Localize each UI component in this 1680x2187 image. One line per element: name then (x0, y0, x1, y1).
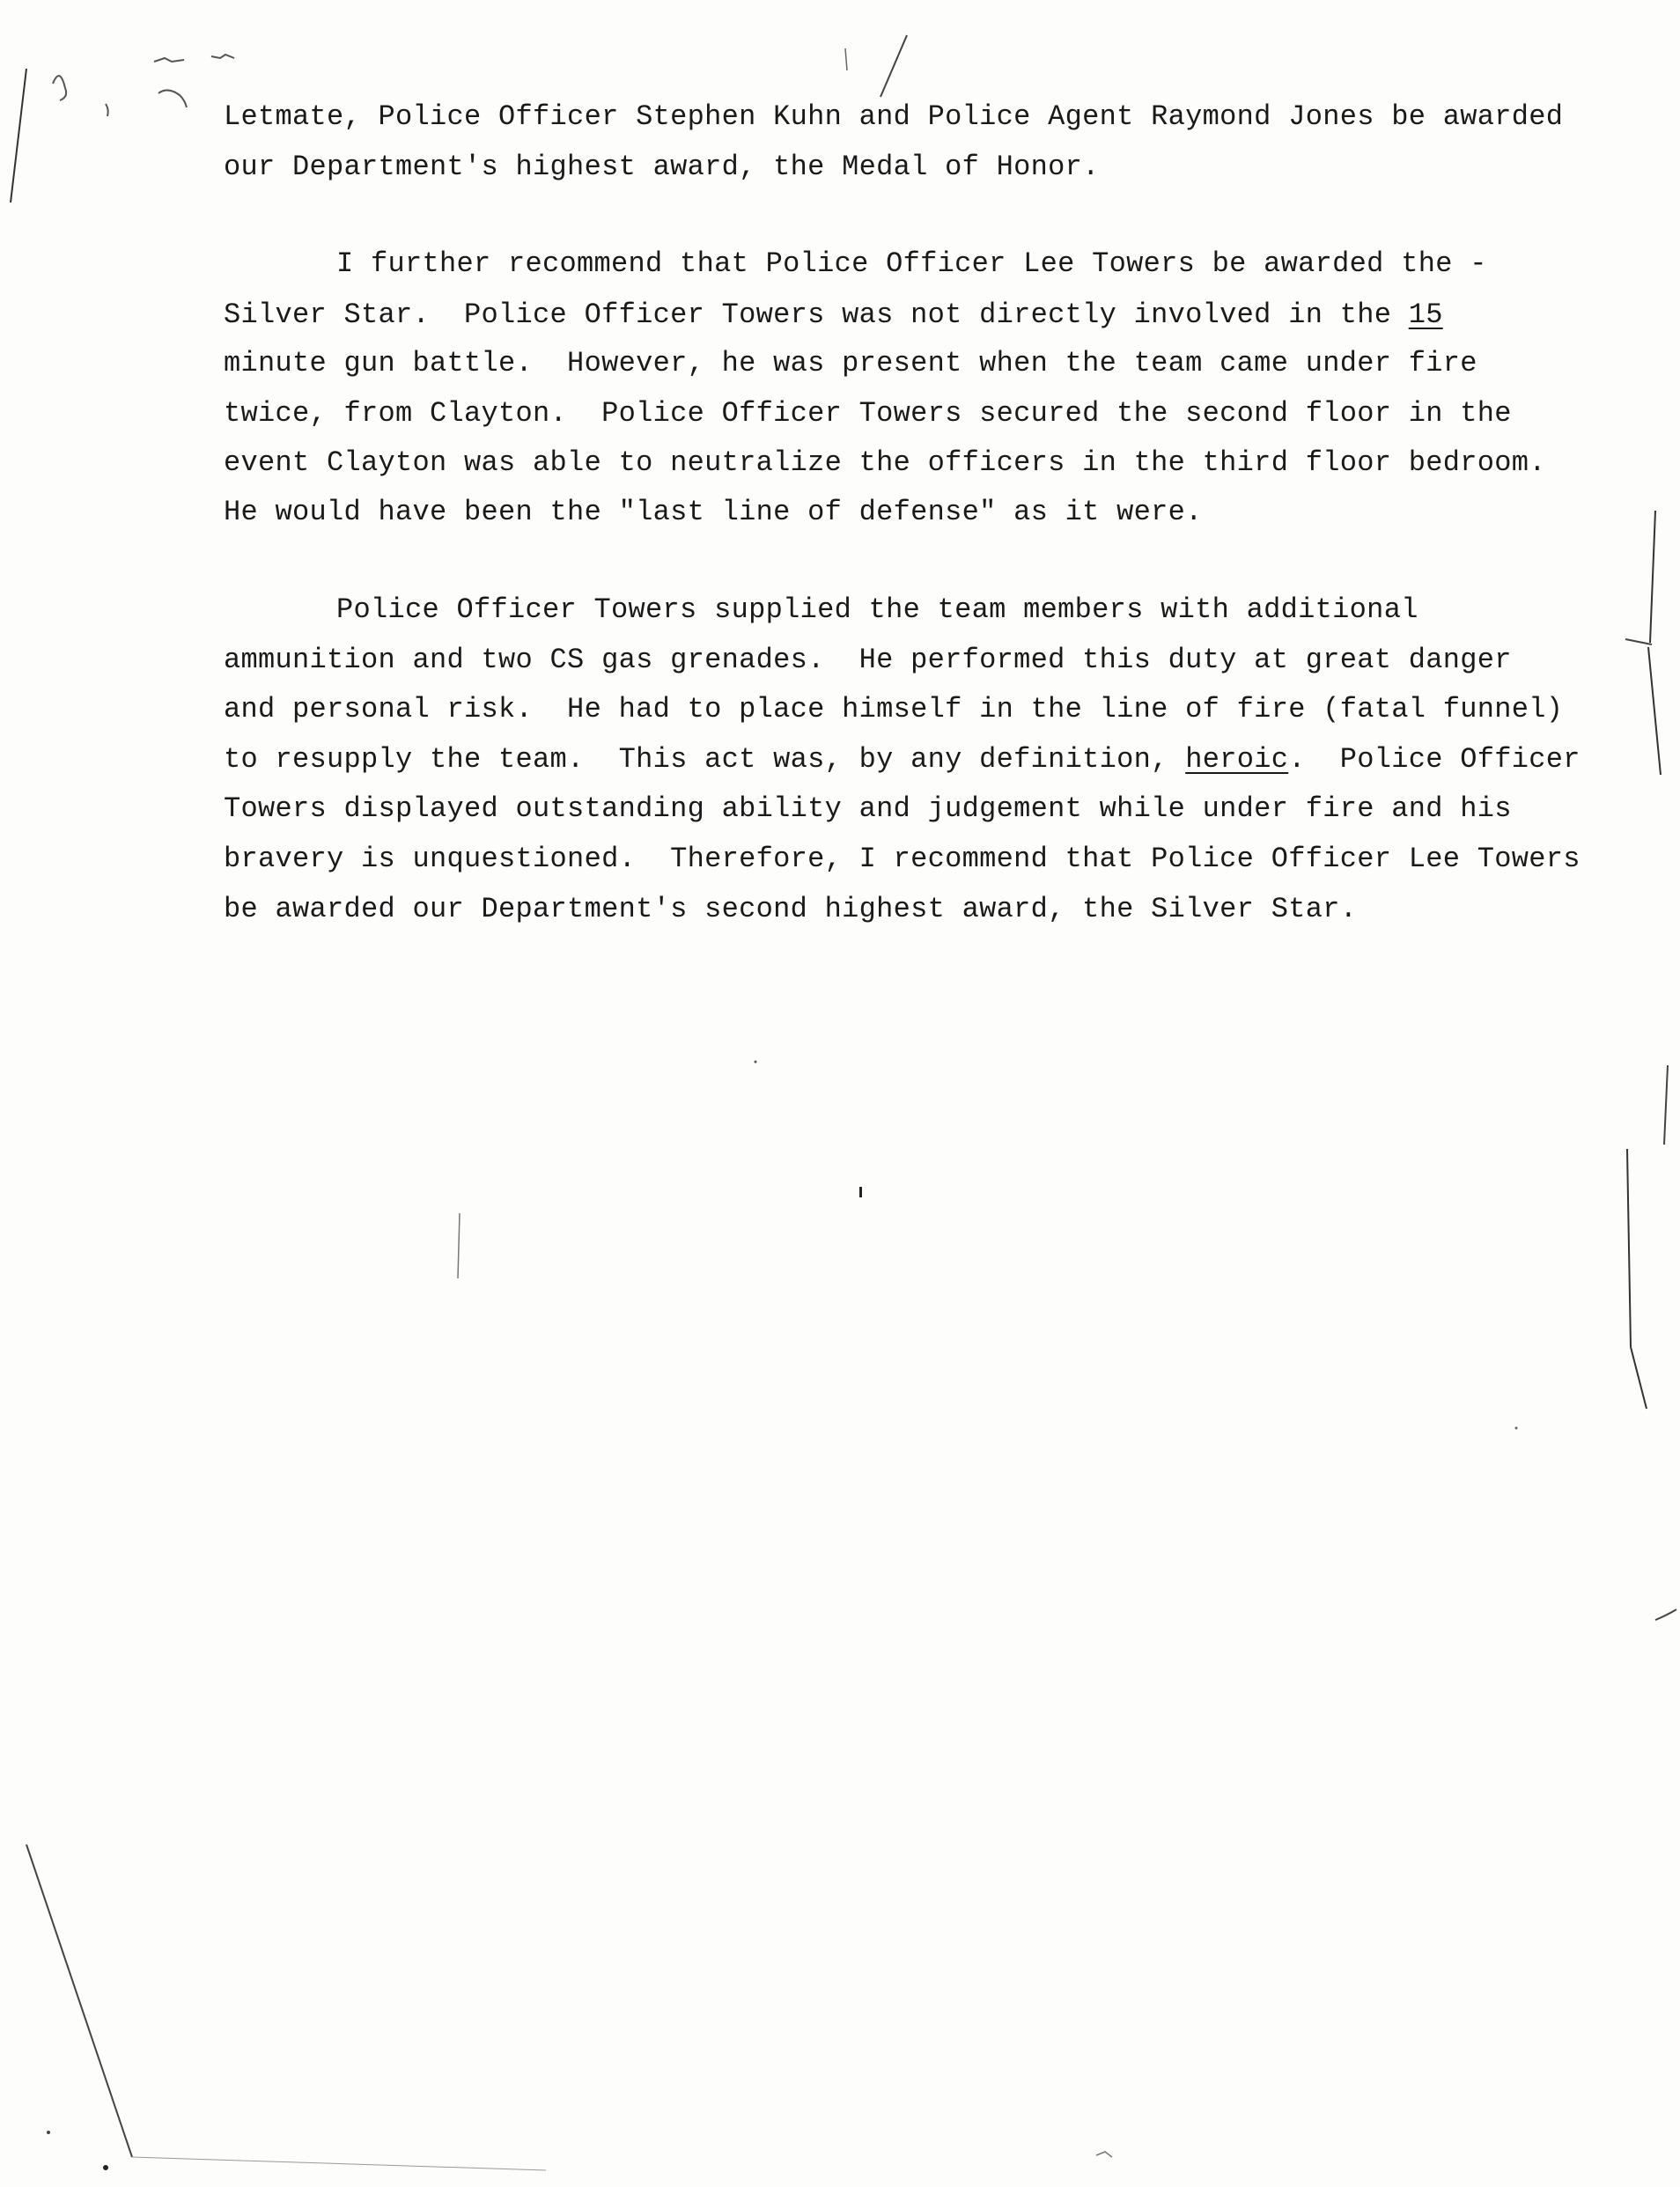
paragraph-2-line-4: twice, from Clayton. Police Officer Towers secured the second floor in the (224, 397, 1512, 430)
paragraph-3-line-4-pre: to resupply the team. This act was, by any definition, (224, 743, 1186, 776)
paragraph-2-line-2-text: Silver Star. Police Officer Towers was not directly involved in the (224, 298, 1409, 331)
paragraph-3-line-4 (224, 742, 1581, 777)
paragraph-3-line-3: and personal risk. He had to place himself in the line of fire (fatal funnel) (224, 693, 1564, 725)
paragraph-2-line-1: I further recommend that Police Officer Lee Towers be awarded the - (336, 247, 1487, 280)
paragraph-2-line-5: event Clayton was able to neutralize the officers in the third floor bedroom. (224, 446, 1546, 479)
paragraph-3-line-7: be awarded our Department's second highest award, the Silver Star. (224, 893, 1358, 925)
paragraph-3-line-5: Towers displayed outstanding ability and judgement while under fire and his (224, 792, 1512, 825)
paragraph-3-line-4-post: . Police Officer (1288, 743, 1581, 776)
paragraph-3-line-6: bravery is unquestioned. Therefore, I recommend that Police Officer Lee Towers (224, 843, 1581, 875)
paragraph-1-line-2: our Department's highest award, the Medal of Honor. (224, 151, 1100, 183)
paragraph-2-line-3: minute gun battle. However, he was present when the team came under fire (224, 347, 1477, 379)
underlined-number: 15 (1408, 298, 1443, 331)
paragraph-2-line-2 (224, 298, 1443, 333)
underlined-word: heroic (1185, 743, 1289, 776)
paragraph-2-line-6: He would have been the "last line of defense" as it were. (224, 496, 1203, 528)
paragraph-1-line-1: Letmate, Police Officer Stephen Kuhn and Police Agent Raymond Jones be awarded (224, 100, 1564, 133)
paragraph-3-line-2: ammunition and two CS gas grenades. He performed this duty at great danger (224, 644, 1512, 676)
paragraph-3-line-1: Police Officer Towers supplied the team members with additional (336, 593, 1418, 626)
